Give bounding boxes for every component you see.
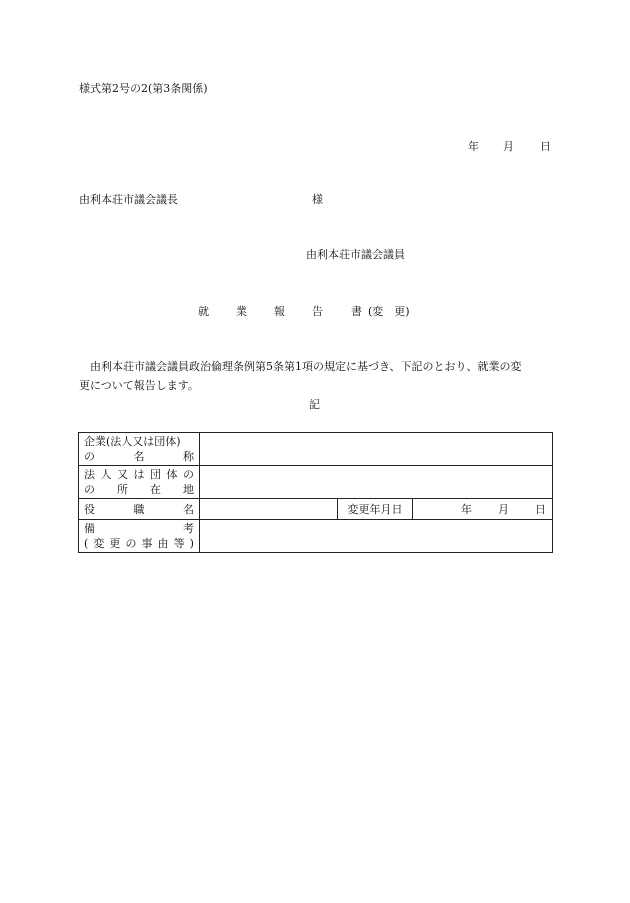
title-char: 書 bbox=[351, 305, 362, 318]
remarks-value[interactable] bbox=[200, 520, 553, 553]
remarks-label: 備 考 ( 変 更 の 事 由 等 ) bbox=[79, 520, 200, 553]
company-address-label: 法 人 又 は 団 体 の の 所 在 地 bbox=[79, 466, 200, 499]
sender-name: 由利本荘市議会議員 bbox=[306, 248, 405, 261]
table-row bbox=[79, 466, 553, 499]
addressee-honorific: 様 bbox=[312, 193, 323, 206]
change-date-value[interactable]: 年 月 日 bbox=[413, 499, 553, 520]
header-date-year: 年 bbox=[468, 140, 479, 153]
title-char: 報 bbox=[274, 305, 285, 318]
header-date-day: 日 bbox=[540, 140, 551, 153]
ki-heading: 記 bbox=[309, 398, 320, 411]
table-row bbox=[79, 433, 553, 466]
company-name-label: 企業(法人又は団体) の 名 称 bbox=[79, 433, 200, 466]
addressee-name: 由利本荘市議会議長 bbox=[79, 193, 178, 206]
report-table bbox=[78, 432, 553, 553]
body-text-line2: 更について報告します。 bbox=[79, 379, 199, 392]
header-date bbox=[468, 138, 551, 154]
title-suffix: (変 更) bbox=[368, 305, 410, 318]
table-row bbox=[79, 499, 553, 520]
position-value[interactable] bbox=[200, 499, 338, 520]
title-char: 就 bbox=[198, 305, 209, 318]
document-title bbox=[198, 305, 410, 319]
body-text-line1: 由利本荘市議会議員政治倫理条例第5条第1項の規定に基づき、下記のとおり、就業の変 bbox=[90, 360, 522, 373]
header-date-month: 月 bbox=[503, 140, 514, 153]
position-label: 役 職 名 bbox=[79, 499, 200, 520]
table-row bbox=[79, 520, 553, 553]
form-number: 様式第2号の2(第3条関係) bbox=[79, 82, 208, 95]
title-char: 業 bbox=[236, 305, 247, 318]
company-name-value[interactable] bbox=[200, 433, 553, 466]
company-address-value[interactable] bbox=[200, 466, 553, 499]
title-char: 告 bbox=[312, 305, 323, 318]
change-date-label: 変更年月日 bbox=[338, 499, 413, 520]
